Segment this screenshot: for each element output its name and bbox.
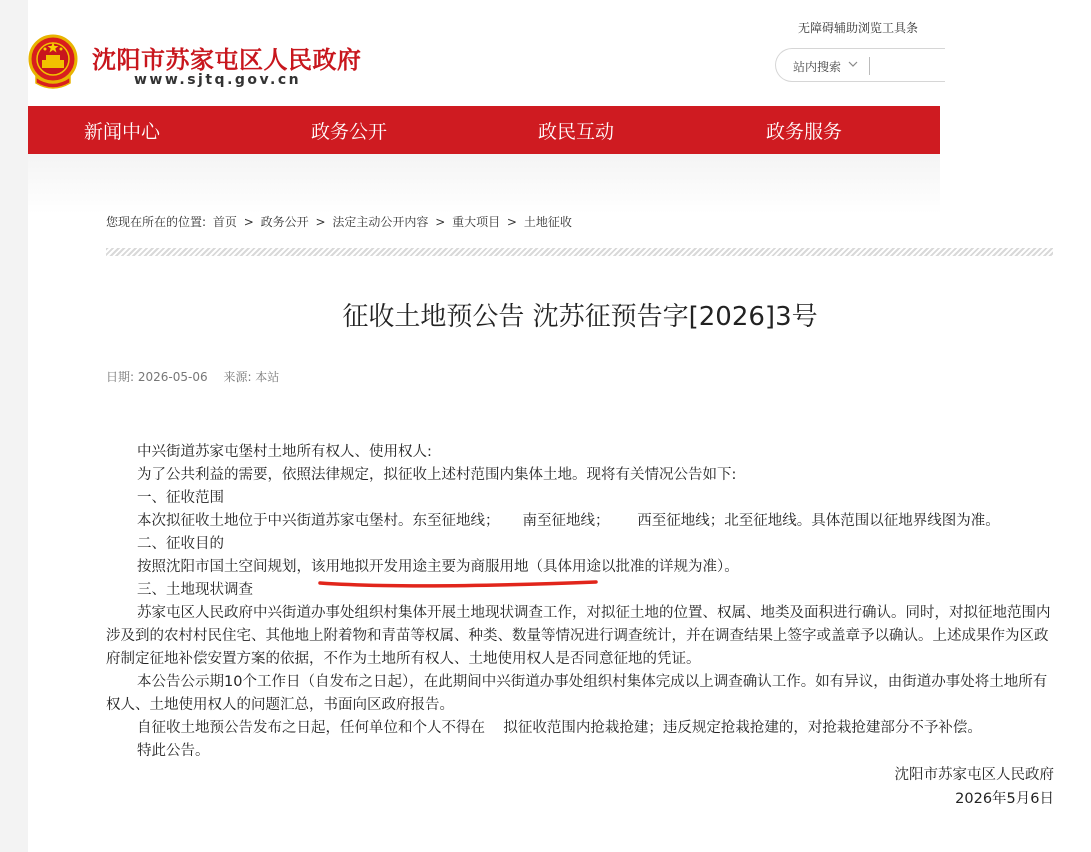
site-title[interactable]: 沈阳市苏家屯区人民政府 [92, 46, 362, 74]
breadcrumb-statutory-disclosure[interactable]: 法定主动公开内容 [332, 215, 429, 229]
left-shade [0, 0, 28, 852]
search-input[interactable] [876, 55, 940, 77]
accessibility-toolbar-link[interactable]: 无障碍辅助浏览工具条 [798, 21, 919, 35]
red-underline-annotation [318, 574, 598, 590]
search-divider [869, 57, 870, 75]
signature-date: 2026年5月6日 [955, 791, 1054, 807]
article-date: 日期: 2026-05-06 [106, 370, 208, 384]
article-meta [106, 368, 291, 385]
breadcrumb-land-expropriation[interactable]: 土地征收 [523, 215, 572, 229]
breadcrumb-major-projects[interactable]: 重大项目 [452, 215, 501, 229]
article-paragraph: 本次拟征收土地位于中兴街道苏家屯堡村。东至征地线； 南至征地线； 西至征地线；北至征地线。具体范围以征地界线图为准。 [137, 513, 1000, 529]
breadcrumb [106, 213, 575, 230]
main-nav [28, 106, 940, 154]
breadcrumb-separator: > [243, 215, 254, 229]
nav-government-affairs-open[interactable]: 政务公开 [311, 121, 388, 143]
signature-organization: 沈阳市苏家屯区人民政府 [894, 767, 1054, 783]
section-heading-survey: 三、土地现状调查 [137, 582, 253, 598]
site-url[interactable]: www.sjtq.gov.cn [134, 72, 302, 88]
article-paragraph: 本公告公示期10个工作日（自发布之日起），在此期间中兴街道办事处组织村集体完成以上调查确认工作。如有异议，由街道办事处将土地所有权人、土地使用权人的问题汇总，书面向区政府报告。 [106, 674, 1048, 713]
hatched-divider [106, 248, 1053, 256]
breadcrumb-government-affairs[interactable]: 政务公开 [260, 215, 309, 229]
national-emblem-icon [28, 33, 78, 91]
article-body [106, 441, 1056, 763]
breadcrumb-separator: > [506, 215, 517, 229]
article-paragraph: 为了公共利益的需要，依照法律规定，拟征收上述村范围内集体土地。现将有关情况公告如下: [137, 467, 737, 483]
breadcrumb-separator: > [435, 215, 446, 229]
nav-government-services[interactable]: 政务服务 [766, 121, 843, 143]
search-scope-select[interactable]: 站内搜索 [793, 60, 842, 74]
article-title: 征收土地预公告 沈苏征预告字[2026]3号 [342, 302, 818, 332]
chevron-down-icon[interactable] [847, 58, 859, 70]
article-source: 来源: 本站 [223, 370, 280, 384]
article-salutation: 中兴街道苏家屯堡村土地所有权人、使用权人: [137, 444, 432, 460]
article-paragraph: 自征收土地预公告发布之日起，任何单位和个人不得在 拟征收范围内抢栽抢建；违反规定抢栽抢建的，对抢栽抢建部分不予补偿。 [137, 720, 982, 736]
article-closing: 特此公告。 [137, 743, 210, 759]
breadcrumb-home[interactable]: 首页 [212, 215, 237, 229]
breadcrumb-separator: > [315, 215, 326, 229]
article-paragraph: 按照沈阳市国土空间规划，该用地拟开发用途主要为商服用地（具体用途以批准的详规为准）。 [137, 559, 739, 575]
article-paragraph: 苏家屯区人民政府中兴街道办事处组织村集体开展土地现状调查工作，对拟征土地的位置、权属、地类及面积进行确认。同时，对拟征地范围内涉及到的农村村民住宅、其他地上附着物和青苗等权属、种类、数量等情况进行调查统计，并在调查结果上签字或盖章予以确认。上述成果作为区政府制定征地补偿安置方案的依据，不作为土地所有权人、土地使用权人是否同意征地的凭证。 [106, 605, 1051, 667]
nav-public-interaction[interactable]: 政民互动 [538, 121, 615, 143]
banner-fade [28, 154, 940, 214]
breadcrumb-prefix: 您现在所在的位置: [106, 215, 207, 229]
search-box [775, 48, 945, 82]
nav-news-center[interactable]: 新闻中心 [84, 121, 161, 143]
section-heading-scope: 一、征收范围 [137, 490, 224, 506]
section-heading-purpose: 二、征收目的 [137, 536, 224, 552]
